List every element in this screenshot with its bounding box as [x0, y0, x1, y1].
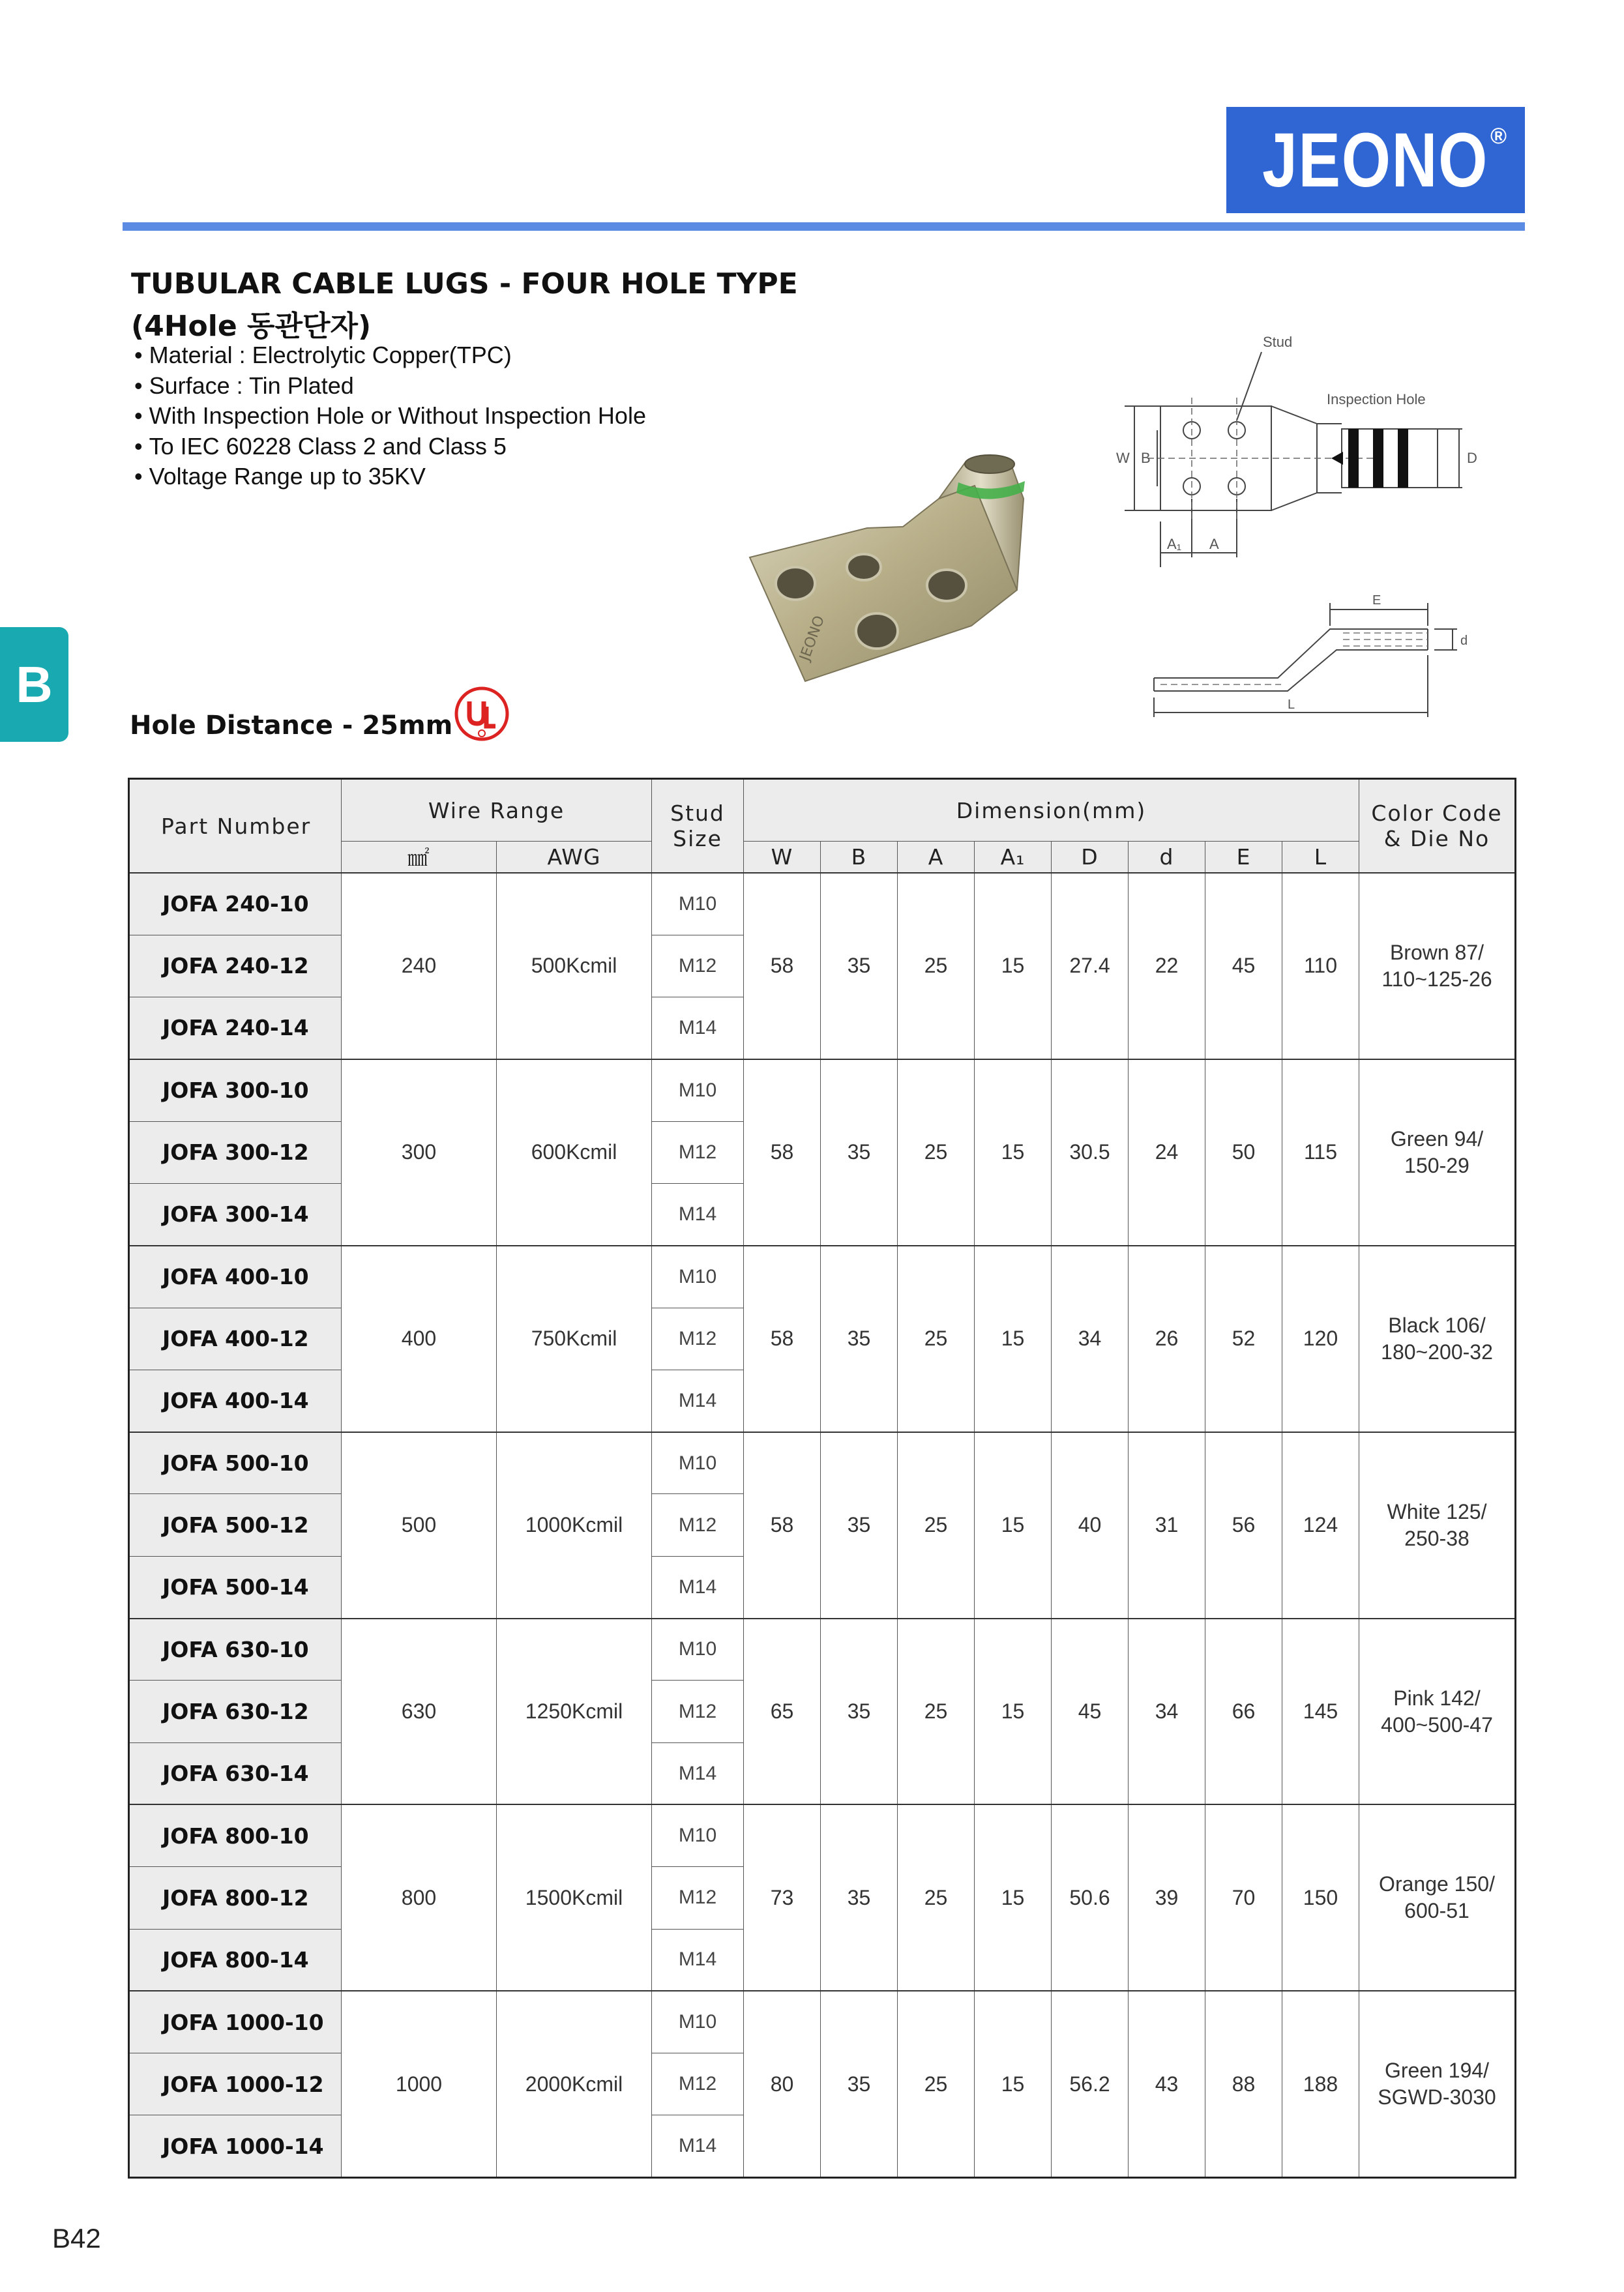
ul-listed-icon — [454, 686, 510, 742]
stud-size-cell: M14 — [652, 1183, 744, 1245]
header-wire-range: Wire Range — [342, 779, 652, 842]
color-code-line1: Brown 87/ — [1389, 940, 1484, 964]
dim-w-cell: 58 — [744, 1432, 821, 1619]
stud-size-cell: M10 — [652, 873, 744, 935]
wire-awg-cell: 600Kcmil — [497, 1059, 652, 1246]
part-number-cell: JOFA 630-10 — [129, 1619, 342, 1681]
header-stud-size — [652, 779, 744, 874]
lug-product-image — [743, 450, 1102, 684]
dim-a-cell: 25 — [898, 1619, 975, 1805]
dim-d-upper-cell: 50.6 — [1052, 1804, 1129, 1991]
table-row — [129, 1804, 1516, 1866]
color-code-cell — [1359, 1432, 1516, 1619]
stud-size-cell: M14 — [652, 997, 744, 1059]
part-number-cell: JOFA 1000-12 — [129, 2053, 342, 2115]
dim-b-cell: 35 — [821, 1804, 898, 1991]
wire-awg-cell: 2000Kcmil — [497, 1991, 652, 2177]
stud-size-cell: M14 — [652, 2115, 744, 2177]
dim-a-cell: 25 — [898, 1246, 975, 1432]
color-code-line1: Black 106/ — [1388, 1313, 1486, 1337]
part-number-cell: JOFA 400-14 — [129, 1370, 342, 1432]
part-number-cell: JOFA 500-14 — [129, 1556, 342, 1618]
color-code-cell — [1359, 1246, 1516, 1432]
table-row — [129, 1991, 1516, 2053]
dim-a1-cell: 15 — [975, 1246, 1052, 1432]
a-label: A — [1209, 536, 1219, 552]
dim-d-lower-cell: 24 — [1129, 1059, 1205, 1246]
stud-size-cell: M10 — [652, 1432, 744, 1494]
header-dim-w: W — [744, 842, 821, 874]
dim-a1-cell: 15 — [975, 1432, 1052, 1619]
color-code-line2: 400~500-47 — [1381, 1712, 1493, 1737]
color-code-line1: White 125/ — [1387, 1499, 1487, 1523]
stud-size-cell: M12 — [652, 2053, 744, 2115]
dim-w-cell: 58 — [744, 1059, 821, 1246]
dim-a1-cell: 15 — [975, 1619, 1052, 1805]
dim-d-upper-cell: 34 — [1052, 1246, 1129, 1432]
part-number-cell: JOFA 630-12 — [129, 1681, 342, 1742]
dim-a-cell: 25 — [898, 1991, 975, 2177]
dim-e-cell: 50 — [1205, 1059, 1282, 1246]
color-code-line1: Orange 150/ — [1379, 1872, 1495, 1896]
table-row — [129, 1059, 1516, 1121]
wire-mm2-cell: 300 — [342, 1059, 497, 1246]
header-mm2: ㎟ — [342, 842, 497, 874]
wire-awg-cell: 1500Kcmil — [497, 1804, 652, 1991]
d-upper-label: D — [1467, 450, 1477, 466]
color-code-line2: 180~200-32 — [1381, 1340, 1493, 1364]
l-label: L — [1288, 698, 1295, 712]
part-number-cell: JOFA 300-10 — [129, 1059, 342, 1121]
header-dimension: Dimension(mm) — [744, 779, 1359, 842]
feature-list — [134, 340, 646, 492]
dim-a-cell: 25 — [898, 1804, 975, 1991]
dim-b-cell: 35 — [821, 1059, 898, 1246]
part-number-cell: JOFA 400-12 — [129, 1308, 342, 1370]
stud-size-cell: M14 — [652, 1370, 744, 1432]
part-number-cell: JOFA 300-14 — [129, 1183, 342, 1245]
dim-b-cell: 35 — [821, 873, 898, 1059]
dim-e-cell: 52 — [1205, 1246, 1282, 1432]
dim-e-cell: 88 — [1205, 1991, 1282, 2177]
dim-b-cell: 35 — [821, 1246, 898, 1432]
stud-size-cell: M12 — [652, 1494, 744, 1556]
dim-l-cell: 124 — [1282, 1432, 1359, 1619]
stud-size-cell: M12 — [652, 1681, 744, 1742]
dim-w-cell: 73 — [744, 1804, 821, 1991]
dim-d-lower-cell: 22 — [1129, 873, 1205, 1059]
a1-label: A₁ — [1167, 536, 1182, 552]
dim-e-cell: 45 — [1205, 873, 1282, 1059]
dim-a-cell: 25 — [898, 1059, 975, 1246]
header-dim-l: L — [1282, 842, 1359, 874]
stud-size-cell: M12 — [652, 935, 744, 997]
table-row — [129, 1246, 1516, 1308]
registered-mark: ® — [1490, 124, 1507, 149]
e-label: E — [1372, 593, 1381, 608]
header-dim-e: E — [1205, 842, 1282, 874]
specification-table-body — [129, 873, 1516, 2177]
dim-a1-cell: 15 — [975, 1991, 1052, 2177]
color-code-line2: 150-29 — [1404, 1153, 1469, 1177]
dim-e-cell: 70 — [1205, 1804, 1282, 1991]
color-code-line1: Green 194/ — [1384, 2059, 1490, 2083]
dim-e-cell: 66 — [1205, 1619, 1282, 1805]
w-label: W — [1116, 450, 1130, 466]
wire-mm2-cell: 630 — [342, 1619, 497, 1805]
header-color-code — [1359, 779, 1516, 874]
dim-a1-cell: 15 — [975, 1059, 1052, 1246]
dim-a1-cell: 15 — [975, 873, 1052, 1059]
dim-d-upper-cell: 45 — [1052, 1619, 1129, 1805]
svg-text:JEONO: JEONO — [797, 613, 829, 664]
inspection-hole-label: Inspection Hole — [1327, 391, 1426, 407]
header-part-number: Part Number — [129, 779, 342, 874]
header-rule — [123, 222, 1525, 231]
dim-l-cell: 115 — [1282, 1059, 1359, 1246]
wire-awg-cell: 1250Kcmil — [497, 1619, 652, 1805]
color-code-cell — [1359, 1059, 1516, 1246]
wire-mm2-cell: 240 — [342, 873, 497, 1059]
dim-d-lower-cell: 34 — [1129, 1619, 1205, 1805]
feature-item: • Surface : Tin Plated — [134, 371, 646, 402]
dim-w-cell: 65 — [744, 1619, 821, 1805]
wire-mm2-cell: 400 — [342, 1246, 497, 1432]
lug-top-view-diagram — [1069, 332, 1499, 574]
part-number-cell: JOFA 240-14 — [129, 997, 342, 1059]
dim-d-lower-cell: 43 — [1129, 1991, 1205, 2177]
dim-w-cell: 80 — [744, 1991, 821, 2177]
dim-a1-cell: 15 — [975, 1804, 1052, 1991]
dim-d-upper-cell: 56.2 — [1052, 1991, 1129, 2177]
section-tab — [0, 627, 68, 742]
table-row — [129, 873, 1516, 935]
color-code-cell — [1359, 1991, 1516, 2177]
color-code-line2: 110~125-26 — [1381, 967, 1492, 991]
wire-awg-cell: 500Kcmil — [497, 873, 652, 1059]
dim-d-upper-cell: 27.4 — [1052, 873, 1129, 1059]
part-number-cell: JOFA 800-14 — [129, 1929, 342, 1991]
stud-size-cell: M10 — [652, 1619, 744, 1681]
logo-text: JEONO — [1262, 117, 1489, 203]
stud-size-cell: M10 — [652, 1991, 744, 2053]
dim-b-cell: 35 — [821, 1991, 898, 2177]
part-number-cell: JOFA 630-14 — [129, 1742, 342, 1804]
header-dim-d-lower: d — [1129, 842, 1205, 874]
table-row — [129, 1619, 1516, 1681]
wire-mm2-cell: 500 — [342, 1432, 497, 1619]
wire-awg-cell: 1000Kcmil — [497, 1432, 652, 1619]
part-number-cell: JOFA 500-10 — [129, 1432, 342, 1494]
color-code-cell — [1359, 873, 1516, 1059]
part-number-cell: JOFA 800-12 — [129, 1867, 342, 1929]
color-code-cell — [1359, 1804, 1516, 1991]
part-number-cell: JOFA 1000-14 — [129, 2115, 342, 2177]
dim-b-cell: 35 — [821, 1619, 898, 1805]
color-code-line2: SGWD-3030 — [1378, 2085, 1496, 2109]
stud-size-cell: M14 — [652, 1742, 744, 1804]
stud-size-cell: M10 — [652, 1246, 744, 1308]
dim-a-cell: 25 — [898, 873, 975, 1059]
stud-size-cell: M14 — [652, 1929, 744, 1991]
header-dim-a: A — [898, 842, 975, 874]
stud-label: Stud — [1263, 334, 1293, 350]
stud-size-cell: M14 — [652, 1556, 744, 1618]
part-number-cell: JOFA 240-12 — [129, 935, 342, 997]
lug-side-view-diagram — [1147, 590, 1493, 733]
d-lower-label: d — [1460, 634, 1468, 648]
stud-size-cell: M10 — [652, 1059, 744, 1121]
specification-table — [128, 778, 1516, 2179]
dim-w-cell: 58 — [744, 873, 821, 1059]
feature-item: • To IEC 60228 Class 2 and Class 5 — [134, 432, 646, 462]
header-dim-d-upper: D — [1052, 842, 1129, 874]
product-title: TUBULAR CABLE LUGS - FOUR HOLE TYPE — [131, 267, 798, 301]
part-number-cell: JOFA 500-12 — [129, 1494, 342, 1556]
dim-d-lower-cell: 26 — [1129, 1246, 1205, 1432]
wire-mm2-cell: 1000 — [342, 1991, 497, 2177]
dim-l-cell: 150 — [1282, 1804, 1359, 1991]
section-tab-label: B — [16, 655, 53, 713]
wire-mm2-cell: 800 — [342, 1804, 497, 1991]
header-dim-b: B — [821, 842, 898, 874]
stud-size-cell: M10 — [652, 1804, 744, 1866]
header-stud-line2: Size — [673, 826, 722, 851]
part-number-cell: JOFA 1000-10 — [129, 1991, 342, 2053]
color-code-line2: 250-38 — [1404, 1526, 1469, 1550]
feature-item: • With Inspection Hole or Without Inspection Hole — [134, 401, 646, 432]
color-code-line1: Pink 142/ — [1393, 1686, 1481, 1710]
part-number-cell: JOFA 800-10 — [129, 1804, 342, 1866]
jeono-logo — [1226, 107, 1525, 213]
product-subtitle: (4Hole 동관단자) — [131, 310, 372, 343]
feature-item: • Voltage Range up to 35KV — [134, 462, 646, 492]
dim-d-lower-cell: 31 — [1129, 1432, 1205, 1619]
b-label: B — [1141, 450, 1151, 466]
header-dim-a1: A₁ — [975, 842, 1052, 874]
color-code-line2: 600-51 — [1404, 1899, 1469, 1923]
dim-l-cell: 110 — [1282, 873, 1359, 1059]
color-code-cell — [1359, 1619, 1516, 1805]
wire-awg-cell: 750Kcmil — [497, 1246, 652, 1432]
stud-size-cell: M12 — [652, 1121, 744, 1183]
dim-l-cell: 145 — [1282, 1619, 1359, 1805]
stud-size-cell: M12 — [652, 1867, 744, 1929]
stud-size-cell: M12 — [652, 1308, 744, 1370]
dim-b-cell: 35 — [821, 1432, 898, 1619]
dim-l-cell: 120 — [1282, 1246, 1359, 1432]
part-number-cell: JOFA 300-12 — [129, 1121, 342, 1183]
dim-a-cell: 25 — [898, 1432, 975, 1619]
dim-e-cell: 56 — [1205, 1432, 1282, 1619]
dim-w-cell: 58 — [744, 1246, 821, 1432]
color-code-line1: Green 94/ — [1390, 1126, 1484, 1151]
part-number-cell: JOFA 240-10 — [129, 873, 342, 935]
hole-distance-heading: Hole Distance - 25mm — [130, 711, 453, 741]
part-number-cell: JOFA 400-10 — [129, 1246, 342, 1308]
dim-l-cell: 188 — [1282, 1991, 1359, 2177]
header-stud-line1: Stud — [670, 801, 725, 826]
page-number: B42 — [52, 2223, 101, 2254]
header-color-line2: & Die No — [1383, 826, 1490, 851]
header-color-line1: Color Code — [1371, 801, 1503, 826]
header-awg: AWG — [497, 842, 652, 874]
dim-d-lower-cell: 39 — [1129, 1804, 1205, 1991]
table-row — [129, 1432, 1516, 1494]
dim-d-upper-cell: 30.5 — [1052, 1059, 1129, 1246]
feature-item: • Material : Electrolytic Copper(TPC) — [134, 340, 646, 371]
dim-d-upper-cell: 40 — [1052, 1432, 1129, 1619]
